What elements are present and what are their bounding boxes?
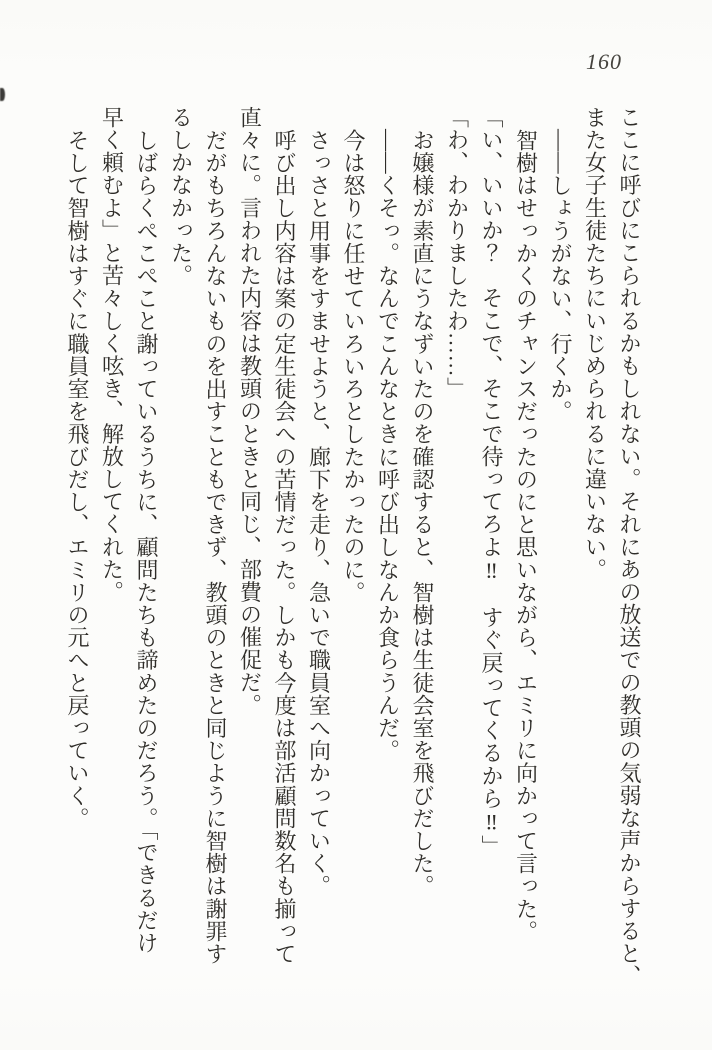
text-line: 直々に。言われた内容は教頭のときと同じ、部費の催促だ。 xyxy=(237,106,263,717)
text-line: お嬢様が素直にうなずいたのを確認すると、智樹は生徒会室を飛びだした。 xyxy=(410,129,435,898)
text-line: ――くそっ。なんでこんなときに呼び出しなんか食らうんだ。 xyxy=(375,129,401,762)
text-line: 今は怒りに任せていろいろとしたかったのに。 xyxy=(341,129,366,604)
text-line: だがもちろんないものを出すこともできず、教頭のときと同じように智樹は謝罪す xyxy=(203,129,228,966)
text-line: さっさと用事をすませようと、廊下を走り、急いで職員室へ向かっていく。 xyxy=(306,129,332,898)
text-line-dialogue: 「わ、わかりましたわ……」 xyxy=(444,106,470,400)
text-line: 智樹はせっかくのチャンスだったのにと思いながら、エミリに向かって言った。 xyxy=(513,129,539,943)
text-line: そして智樹はすぐに職員室を飛びだし、エミリの元へと戻っていく。 xyxy=(65,129,90,830)
text-line: しばらくぺこぺこと謝っているうちに、顧問たちも諦めたのだろう。「できるだけ xyxy=(134,129,159,955)
text-line: るしかなかった。 xyxy=(168,106,194,287)
page-number: 160 xyxy=(586,49,622,74)
text-line: 早く頼むよ」と苦々しく呟き、解放してくれた。 xyxy=(99,106,125,604)
text-line-dialogue: 「い、いいか？ そこで、そこで待ってろよ‼ すぐ戻ってくるから‼」 xyxy=(479,106,504,858)
text-line: また女子生徒たちにいじめられるに違いない。 xyxy=(582,106,608,581)
body-text xyxy=(60,106,647,998)
text-line: ここに呼びにこられるかもしれない。それにあの放送での教頭の気弱な声からすると、 xyxy=(617,106,642,988)
text-line: ――しょうがない、行くか。 xyxy=(548,129,573,423)
text-line: 呼び出し内容は案の定生徒会への苦情だった。しかも今度は部活顧問数名も揃って xyxy=(272,129,297,966)
scan-artifact xyxy=(0,88,5,101)
